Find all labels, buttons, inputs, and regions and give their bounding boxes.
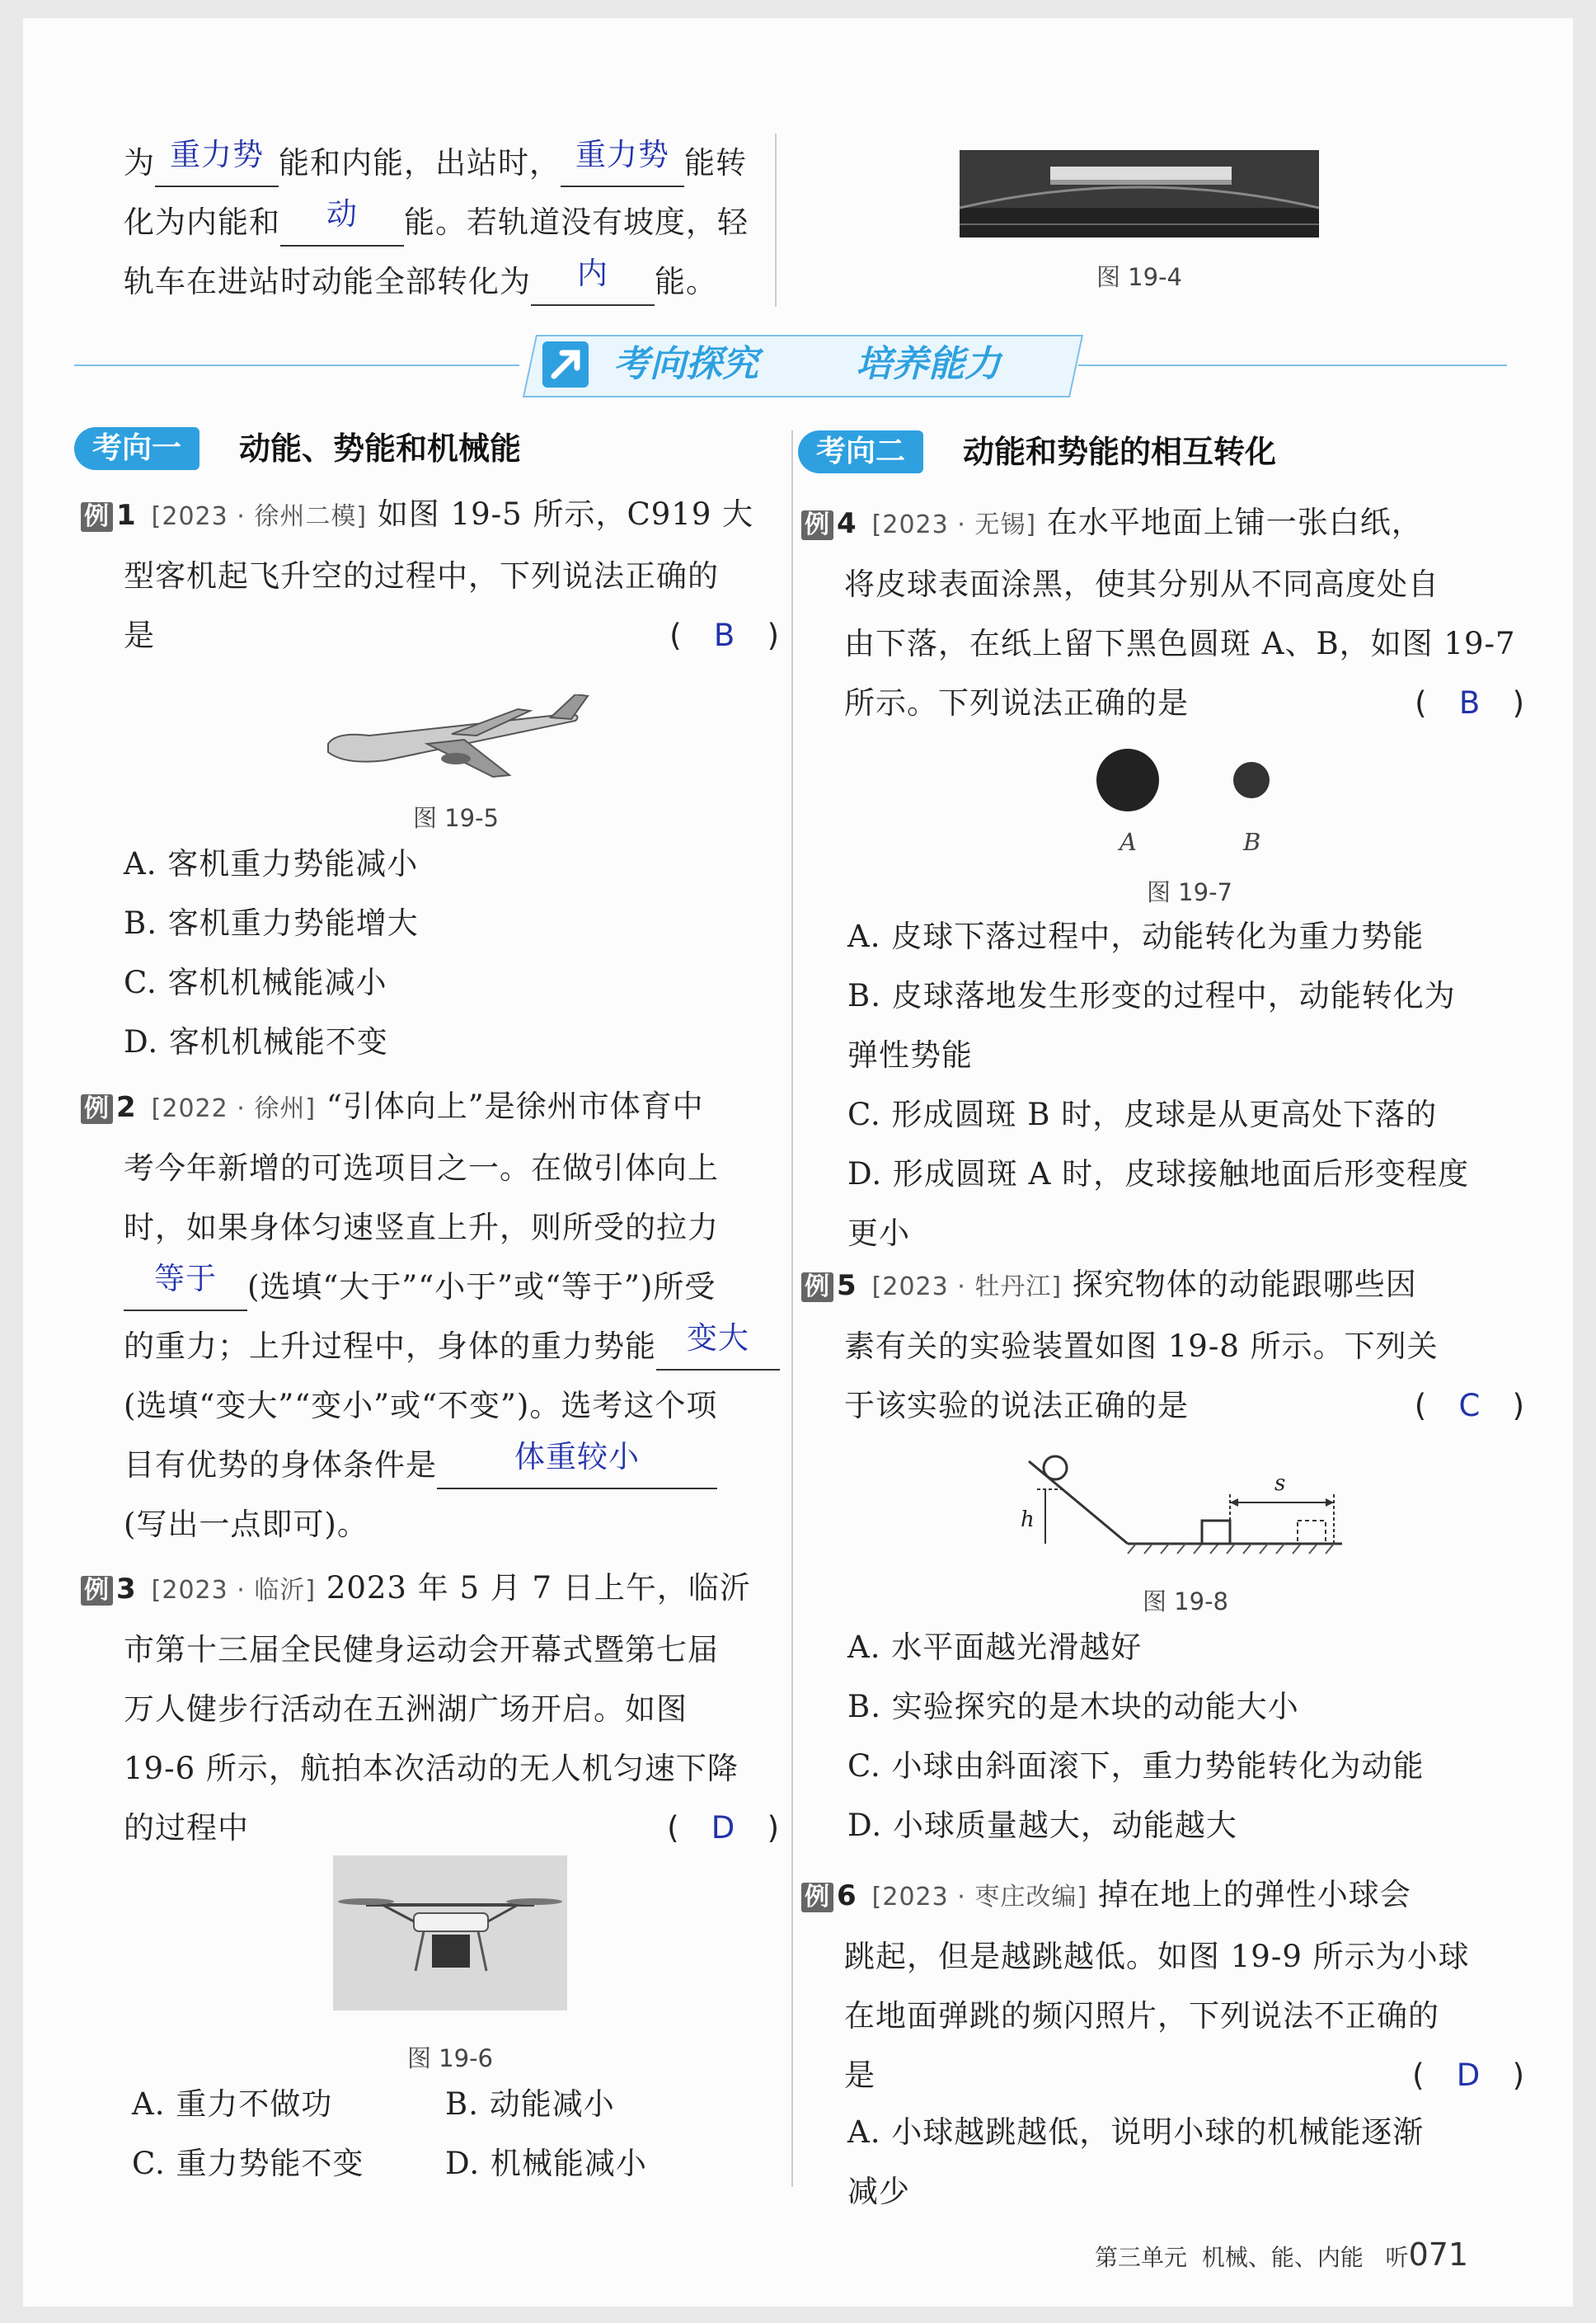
column-divider bbox=[791, 430, 793, 2187]
option: D. 形成圆斑 A 时，皮球接触地面后形变程度 bbox=[847, 1156, 1470, 1192]
figure-19-8 bbox=[1012, 1453, 1359, 1568]
spot-a-label: A bbox=[1120, 828, 1137, 856]
answer-blank: 重力势 bbox=[155, 141, 279, 187]
figure-caption: 图 19-8 bbox=[1142, 1587, 1229, 1615]
example-label: 例 bbox=[801, 510, 833, 540]
option: A. 小球越跳越低，说明小球的机械能逐渐 bbox=[847, 2114, 1425, 2150]
footer-unit: 第三单元 bbox=[1095, 2244, 1188, 2271]
option: C. 客机机械能减小 bbox=[124, 965, 387, 1000]
question-number: 3 bbox=[116, 1573, 137, 1606]
question-source: [2023 · 临沂] bbox=[151, 1576, 317, 1605]
page bbox=[23, 18, 1573, 2307]
option: A. 皮球下落过程中，动能转化为重力势能 bbox=[847, 919, 1425, 954]
example-label: 例 bbox=[81, 1576, 113, 1606]
example-label: 例 bbox=[801, 1272, 833, 1302]
question-source: [2023 · 徐州二模] bbox=[151, 502, 368, 531]
answer-bracket: ( B ) bbox=[1415, 685, 1525, 721]
answer-blank: 重力势 bbox=[561, 141, 684, 187]
figure-caption: 图 19-6 bbox=[406, 2044, 494, 2072]
option: D. 机械能减小 bbox=[445, 2146, 647, 2181]
top-line-1: 为 重力势 能和内能，出站时， 重力势 能转 bbox=[124, 134, 800, 193]
banner-title-2: 培养能力 bbox=[856, 343, 1001, 385]
banner-line-right bbox=[1078, 364, 1507, 366]
section-title: 动能和势能的相互转化 bbox=[963, 434, 1277, 470]
example-label: 例 bbox=[801, 1883, 833, 1912]
option: 弹性势能 bbox=[847, 1037, 973, 1073]
option: D. 小球质量越大，动能越大 bbox=[847, 1808, 1237, 1843]
options-q4 bbox=[847, 907, 1532, 1263]
option: A. 客机重力势能减小 bbox=[124, 846, 419, 882]
options-q3 bbox=[132, 2075, 775, 2194]
option: B. 动能减小 bbox=[445, 2086, 615, 2122]
airplane-image bbox=[312, 694, 600, 785]
question-source: [2023 · 牡丹江] bbox=[871, 1272, 1063, 1301]
answer-blank: 动 bbox=[280, 200, 404, 247]
answer-bracket: ( C ) bbox=[1414, 1388, 1525, 1423]
option: B. 实验探究的是木块的动能大小 bbox=[847, 1689, 1299, 1724]
options-q1 bbox=[124, 835, 775, 1072]
figure-caption: 图 19-4 bbox=[1096, 263, 1183, 291]
spot-b bbox=[1233, 762, 1270, 798]
answer-blank: 体重较小 bbox=[437, 1443, 717, 1489]
question-5: 例 5 [2023 · 牡丹江] 探究物体的动能跟哪些因 素有关的实验装置如图 19-8 所示。下列关 于该实验的说法正确的是 ( C ) bbox=[801, 1255, 1527, 1436]
option: B. 皮球落地发生形变的过程中，动能转化为 bbox=[847, 978, 1456, 1013]
question-number: 5 bbox=[837, 1269, 857, 1302]
question-number: 6 bbox=[837, 1879, 857, 1912]
option: D. 客机机械能不变 bbox=[124, 1024, 388, 1060]
question-number: 4 bbox=[837, 507, 857, 540]
question-1: 例 1 [2023 · 徐州二模] 如图 19-5 所示，C919 大 型客机起飞升空的过程中，下列说法正确的 是 ( B ) bbox=[81, 485, 782, 665]
footer-chapter: 机械、能、内能 bbox=[1201, 2244, 1364, 2271]
figure-19-4-image bbox=[960, 150, 1319, 237]
option: 减少 bbox=[847, 2174, 910, 2209]
question-3: 例 3 [2023 · 临沂] 2023 年 5 月 7 日上午，临沂 市第十三届全民健身运动会开幕式暨第七届 万人健步行活动在五洲湖广场开启。如图 19-6 所示，航拍本次活动的无人机匀速下降 的过程中 ( D ) bbox=[81, 1559, 782, 1858]
answer-bracket: ( D ) bbox=[667, 1810, 780, 1846]
banner-title-1: 考向探究 bbox=[613, 343, 758, 385]
banner-line-left bbox=[74, 364, 519, 366]
question-source: [2023 · 无锡] bbox=[871, 510, 1037, 539]
option: C. 小球由斜面滚下，重力势能转化为动能 bbox=[847, 1748, 1425, 1784]
option: B. 客机重力势能增大 bbox=[124, 905, 419, 941]
column-divider bbox=[775, 134, 777, 307]
label-h: h bbox=[1021, 1507, 1035, 1532]
option: A. 重力不做功 bbox=[132, 2086, 333, 2122]
spot-b-label: B bbox=[1243, 828, 1261, 856]
option: C. 重力势能不变 bbox=[132, 2146, 364, 2181]
answer-bracket: ( D ) bbox=[1412, 2057, 1525, 2093]
question-source: [2023 · 枣庄改编] bbox=[871, 1883, 1088, 1912]
top-line-3: 轨车在进站时动能全部转化为 内 能。 bbox=[124, 252, 800, 312]
label-s: s bbox=[1274, 1471, 1286, 1496]
figure-19-7 bbox=[1087, 744, 1293, 843]
option: 更小 bbox=[847, 1216, 910, 1251]
section-tag: 考向二 bbox=[798, 430, 923, 473]
question-6: 例 6 [2023 · 枣庄改编] 掉在地上的弹性小球会 跳起，但是越跳越低。如图 19-9 所示为小球 在地面弹跳的频闪照片，下列说法不正确的 是 ( D ) bbox=[801, 1865, 1527, 2105]
question-source: [2022 · 徐州] bbox=[151, 1094, 317, 1123]
answer-blank: 内 bbox=[531, 260, 655, 306]
option: C. 形成圆斑 B 时，皮球是从更高处下落的 bbox=[847, 1097, 1438, 1132]
example-label: 例 bbox=[81, 502, 113, 532]
options-q5 bbox=[847, 1618, 1532, 1855]
question-4: 例 4 [2023 · 无锡] 在水平地面上铺一张白纸， 将皮球表面涂黑，使其分别从不同高度处自 由下落，在纸上留下黑色圆斑 A、B，如图 19-7 所示。下列说法正确的是 ( B ) bbox=[801, 493, 1527, 733]
example-label: 例 bbox=[81, 1094, 113, 1124]
figure-caption: 图 19-7 bbox=[1146, 878, 1233, 906]
question-number: 2 bbox=[116, 1091, 137, 1124]
section-title: 动能、势能和机械能 bbox=[239, 430, 522, 467]
drone-image bbox=[333, 1855, 567, 2010]
spot-a bbox=[1096, 749, 1159, 811]
footer-listen: 听 bbox=[1385, 2244, 1409, 2271]
options-q6 bbox=[847, 2103, 1532, 2222]
footer bbox=[1095, 2236, 1468, 2276]
question-number: 1 bbox=[116, 499, 137, 532]
page-number: 071 bbox=[1408, 2236, 1469, 2273]
section-tag: 考向一 bbox=[74, 427, 200, 470]
question-2: 例 2 [2022 · 徐州] “引体向上”是徐州市体育中 考今年新增的可选项目之一。在做引体向上 时，如果身体匀速竖直上升，则所受的拉力 等于 (选填“大于”“小于”或“等于”)所受 的重力；上升过程中，身体的重力势能 变大 (选填“变大”“变小”或“不变”)。选考这个项 目有优势的身体条件是 体重较小 (写出一点即可)。 bbox=[81, 1077, 782, 1554]
answer-bracket: ( B ) bbox=[669, 618, 780, 653]
option: A. 水平面越光滑越好 bbox=[847, 1629, 1143, 1665]
figure-caption: 图 19-5 bbox=[412, 804, 500, 832]
answer-blank: 等于 bbox=[124, 1265, 247, 1311]
top-paragraph bbox=[124, 134, 800, 312]
arrow-icon bbox=[542, 341, 589, 388]
answer-blank: 变大 bbox=[656, 1324, 780, 1371]
top-line-2: 化为内能和 动 能。若轨道没有坡度，轻 bbox=[124, 193, 800, 252]
